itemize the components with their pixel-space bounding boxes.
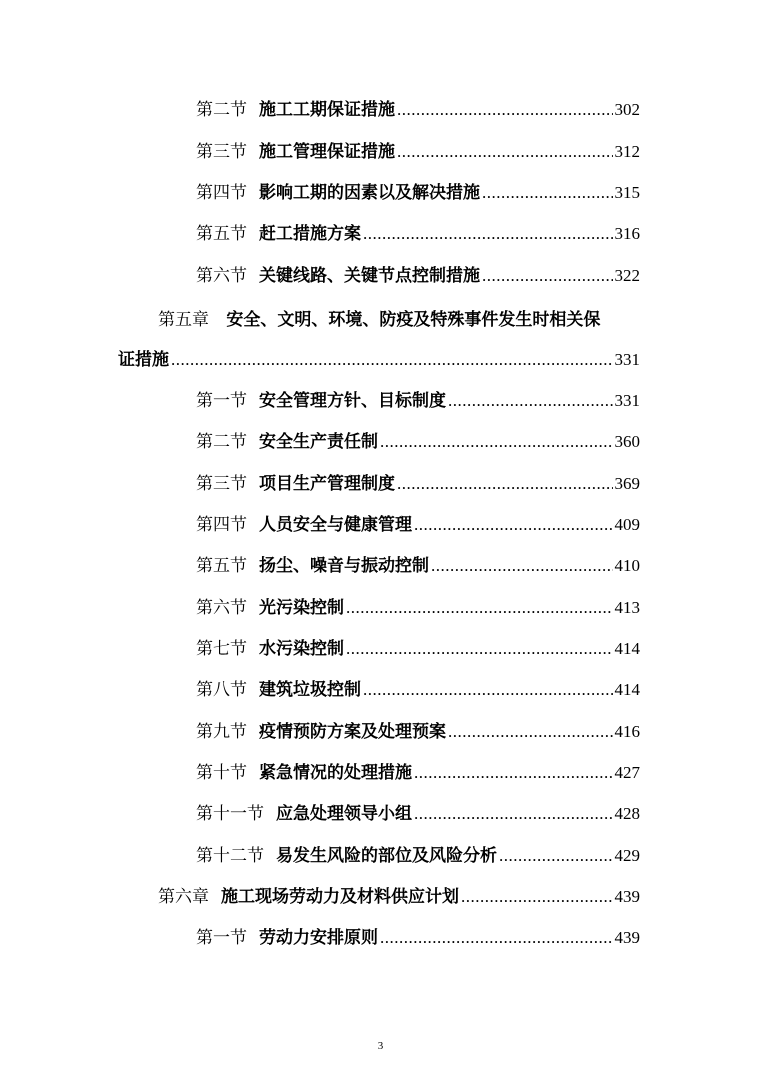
toc-entry[interactable] [196, 923, 640, 953]
toc-entry[interactable] [196, 593, 640, 623]
toc-entry[interactable] [196, 261, 640, 291]
section-title: 扬尘、噪音与振动控制 [259, 556, 429, 576]
section-number: 第四节 [196, 183, 247, 203]
dot-leader [414, 758, 613, 788]
page-number: 410 [614, 556, 640, 575]
toc-entry[interactable] [196, 634, 640, 664]
page-number: 360 [614, 432, 640, 451]
toc-entry[interactable] [196, 469, 640, 499]
section-title: 赶工措施方案 [259, 224, 361, 244]
dot-leader [448, 717, 613, 747]
section-number: 第二节 [196, 432, 247, 452]
page-number: 428 [614, 804, 640, 823]
section-number: 第八节 [196, 680, 247, 700]
dot-leader [346, 634, 613, 664]
dot-leader [414, 799, 613, 829]
dot-leader [397, 95, 613, 125]
section-title: 关键线路、关键节点控制措施 [259, 266, 480, 286]
toc-entry-chapter[interactable] [158, 882, 640, 912]
page-number: 429 [614, 846, 640, 865]
page-number: 316 [614, 224, 640, 243]
chapter-title-line1: 安全、文明、环境、防疫及特殊事件发生时相关保 [226, 310, 601, 330]
section-title: 应急处理领导小组 [276, 804, 412, 824]
page-number: 331 [614, 350, 640, 369]
section-title: 紧急情况的处理措施 [259, 763, 412, 783]
section-title: 施工管理保证措施 [259, 142, 395, 162]
page-number: 409 [614, 515, 640, 534]
section-title: 影响工期的因素以及解决措施 [259, 183, 480, 203]
dot-leader [380, 923, 613, 953]
section-title: 光污染控制 [259, 598, 344, 618]
page-number: 322 [614, 266, 640, 285]
section-number: 第十二节 [196, 846, 264, 866]
section-number: 第一节 [196, 391, 247, 411]
dot-leader [414, 510, 613, 540]
dot-leader [482, 178, 613, 208]
toc-entry[interactable] [196, 95, 640, 125]
dot-leader [171, 345, 613, 375]
toc-entry[interactable] [196, 427, 640, 457]
dot-leader [482, 261, 613, 291]
section-number: 第十一节 [196, 804, 264, 824]
section-title: 建筑垃圾控制 [259, 680, 361, 700]
section-number: 第六节 [196, 266, 247, 286]
toc-entry[interactable] [196, 799, 640, 829]
chapter-title-line2: 证措施 [118, 350, 169, 370]
dot-leader [363, 675, 613, 705]
section-title: 易发生风险的部位及风险分析 [276, 846, 497, 866]
page-number: 427 [614, 763, 640, 782]
section-number: 第五节 [196, 224, 247, 244]
toc-entry[interactable] [196, 551, 640, 581]
toc-entry[interactable] [196, 386, 640, 416]
section-title: 项目生产管理制度 [259, 474, 395, 494]
page-number: 331 [614, 391, 640, 410]
toc-entry[interactable] [196, 758, 640, 788]
dot-leader [397, 469, 613, 499]
dot-leader [499, 841, 613, 871]
section-number: 第十节 [196, 763, 247, 783]
section-number: 第二节 [196, 100, 247, 120]
dot-leader [448, 386, 613, 416]
page-number: 315 [614, 183, 640, 202]
page-number: 413 [614, 598, 640, 617]
toc-entry[interactable] [196, 219, 640, 249]
page-number: 439 [614, 887, 640, 906]
dot-leader [461, 882, 613, 912]
section-number: 第三节 [196, 474, 247, 494]
section-number: 第七节 [196, 639, 247, 659]
chapter-heading[interactable] [158, 305, 600, 335]
section-title: 人员安全与健康管理 [259, 515, 412, 535]
page-number: 369 [614, 474, 640, 493]
dot-leader [380, 427, 613, 457]
section-title: 施工工期保证措施 [259, 100, 395, 120]
section-title: 安全管理方针、目标制度 [259, 391, 446, 411]
page-number: 302 [614, 100, 640, 119]
page-footer-number: 3 [377, 1040, 384, 1052]
toc-entry[interactable] [196, 675, 640, 705]
section-number: 第三节 [196, 142, 247, 162]
toc-entry[interactable] [196, 137, 640, 167]
page-number: 439 [614, 928, 640, 947]
page-number: 416 [614, 722, 640, 741]
toc-entry[interactable] [196, 510, 640, 540]
section-number: 第一节 [196, 928, 247, 948]
section-title: 劳动力安排原则 [259, 928, 378, 948]
dot-leader [363, 219, 613, 249]
page-number: 414 [614, 639, 640, 658]
section-number: 第六节 [196, 598, 247, 618]
page-number: 414 [614, 680, 640, 699]
dot-leader [431, 551, 613, 581]
section-title: 疫情预防方案及处理预案 [259, 722, 446, 742]
toc-entry[interactable] [196, 178, 640, 208]
section-number: 第四节 [196, 515, 247, 535]
dot-leader [346, 593, 613, 623]
chapter-number: 第五章 [158, 310, 209, 330]
chapter-title: 施工现场劳动力及材料供应计划 [221, 887, 459, 907]
section-number: 第九节 [196, 722, 247, 742]
section-number: 第五节 [196, 556, 247, 576]
chapter-number: 第六章 [158, 887, 209, 907]
toc-entry[interactable] [118, 345, 640, 375]
toc-entry[interactable] [196, 717, 640, 747]
section-title: 水污染控制 [259, 639, 344, 659]
page-number: 312 [614, 142, 640, 161]
section-title: 安全生产责任制 [259, 432, 378, 452]
toc-entry[interactable] [196, 841, 640, 871]
dot-leader [397, 137, 613, 167]
